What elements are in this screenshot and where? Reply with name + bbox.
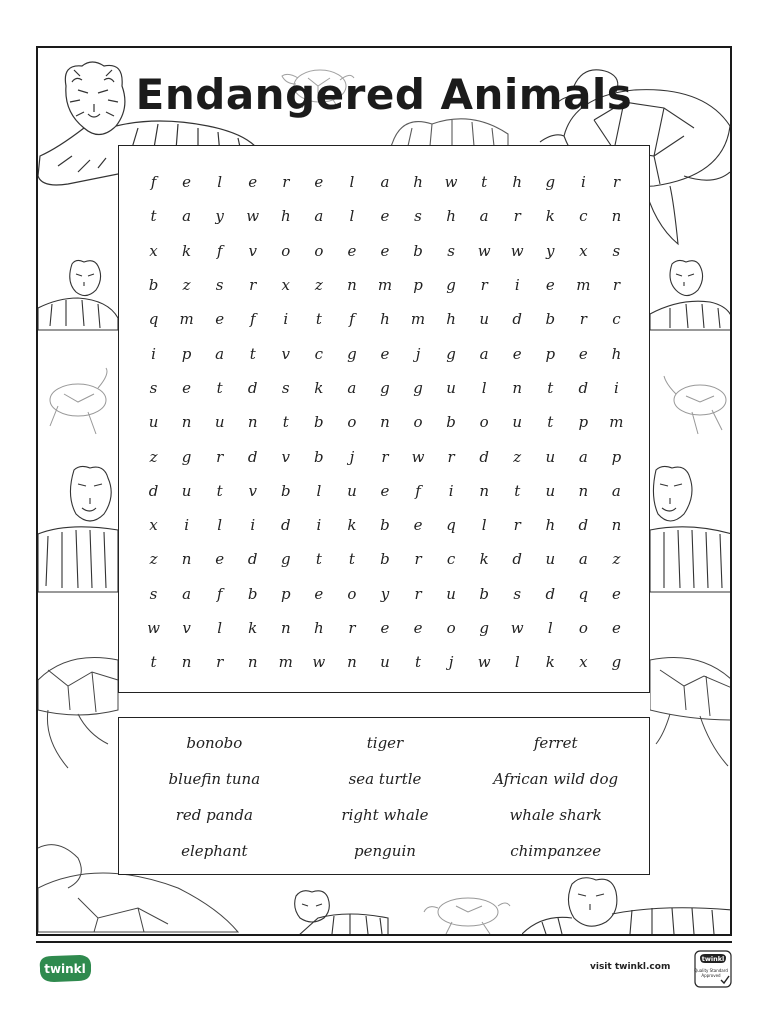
sea-turtle-illustration (38, 366, 118, 438)
grid-letter[interactable]: g (181, 447, 192, 466)
grid-letter[interactable]: w (411, 447, 425, 466)
grid-letter[interactable]: e (347, 241, 357, 260)
grid-letter[interactable]: l (481, 378, 487, 397)
grid-letter[interactable]: a (611, 481, 621, 500)
grid-letter[interactable]: t (282, 413, 289, 432)
word-item: whale shark (509, 806, 602, 824)
tiger-illustration (38, 258, 120, 334)
grid-letter[interactable]: g (479, 619, 489, 637)
grid-letter[interactable]: n (181, 550, 192, 569)
grid-letter[interactable]: v (248, 241, 257, 260)
grid-letter[interactable]: t (415, 653, 422, 672)
grid-letter[interactable]: r (414, 550, 422, 569)
grid-row (137, 577, 633, 611)
grid-letter[interactable]: w (147, 619, 160, 637)
grid-letter[interactable]: r (414, 584, 422, 603)
grid-row (137, 474, 633, 508)
grid-letter[interactable]: r (216, 653, 224, 672)
grid-letter[interactable]: e (413, 619, 423, 637)
footer-divider (36, 941, 732, 943)
grid-letter[interactable]: w (477, 653, 491, 672)
grid-letter[interactable]: n (280, 619, 291, 637)
grid-letter[interactable]: d (512, 550, 523, 569)
grid-letter[interactable]: m (609, 413, 624, 432)
grid-letter[interactable]: h (280, 207, 291, 226)
grid-letter[interactable]: n (247, 413, 258, 432)
grid-letter[interactable]: e (182, 173, 192, 192)
grid-row (137, 165, 633, 199)
grid-letter[interactable]: u (214, 413, 225, 432)
page-title: Endangered Animals (135, 70, 633, 119)
grid-letter[interactable]: r (381, 447, 389, 466)
grid-letter[interactable]: i (283, 310, 289, 329)
grid-letter[interactable]: e (380, 481, 390, 500)
grid-letter[interactable]: p (545, 344, 556, 363)
grid-letter[interactable]: d (247, 378, 258, 397)
grid-letter[interactable]: m (410, 310, 426, 329)
grid-letter[interactable]: z (149, 447, 158, 466)
grid-letter[interactable]: k (182, 241, 192, 260)
grid-letter[interactable]: v (281, 447, 291, 466)
grid-letter[interactable]: l (514, 653, 520, 672)
badge-line1: Quality Standard (694, 968, 728, 973)
grid-letter[interactable]: r (612, 173, 620, 192)
tiger-illustration (650, 464, 732, 594)
grid-letter[interactable]: e (413, 516, 423, 535)
grid-letter[interactable]: f (349, 310, 355, 329)
grid-letter[interactable]: u (512, 413, 523, 432)
grid-letter[interactable]: a (314, 207, 324, 226)
grid-letter[interactable]: d (578, 516, 589, 535)
grid-letter[interactable]: g (446, 344, 456, 363)
grid-letter[interactable]: a (578, 550, 588, 569)
grid-letter[interactable]: a (578, 447, 588, 466)
grid-letter[interactable]: u (347, 481, 357, 500)
quality-standard-badge (694, 950, 732, 988)
grid-row (137, 199, 633, 233)
grid-letter[interactable]: d (247, 550, 258, 569)
grid-row (137, 268, 633, 302)
grid-letter[interactable]: w (444, 173, 458, 192)
grid-letter[interactable]: t (547, 413, 554, 432)
grid-letter[interactable]: d (280, 516, 291, 535)
grid-row (137, 645, 633, 679)
grid-letter[interactable]: o (314, 241, 324, 260)
word-search-grid-panel (118, 145, 650, 693)
word-item: sea turtle (348, 770, 422, 788)
grid-letter[interactable]: n (611, 207, 622, 226)
grid-letter[interactable]: l (349, 173, 355, 192)
grid-letter[interactable]: e (380, 619, 390, 637)
grid-row (137, 234, 633, 268)
grid-letter[interactable]: r (480, 276, 488, 295)
tiger-illustration (288, 888, 398, 936)
grid-letter[interactable]: d (545, 584, 556, 603)
grid-letter[interactable]: e (314, 173, 324, 192)
grid-letter[interactable]: z (182, 276, 191, 295)
grid-letter[interactable]: j (349, 447, 355, 466)
grid-letter[interactable]: u (380, 653, 390, 672)
grid-letter[interactable]: s (281, 378, 290, 397)
grid-letter[interactable]: z (149, 550, 158, 569)
grid-letter[interactable]: l (481, 516, 487, 535)
grid-letter[interactable]: u (545, 481, 556, 500)
grid-letter[interactable]: b (380, 516, 390, 535)
grid-letter[interactable]: n (380, 413, 390, 432)
grid-letter[interactable]: x (149, 516, 158, 535)
grid-letter[interactable]: e (578, 344, 588, 363)
grid-letter[interactable]: t (150, 653, 157, 672)
grid-letter[interactable]: x (281, 276, 291, 295)
grid-letter[interactable]: b (314, 413, 324, 432)
grid-letter[interactable]: i (316, 516, 322, 535)
grid-letter[interactable]: t (216, 378, 223, 397)
grid-letter[interactable]: t (150, 207, 157, 226)
word-item: ferret (533, 734, 578, 752)
grid-letter[interactable]: z (314, 276, 323, 295)
grid-letter[interactable]: t (547, 378, 554, 397)
grid-letter[interactable]: u (446, 378, 456, 397)
grid-row (137, 542, 633, 576)
grid-letter[interactable]: g (347, 344, 357, 363)
grid-letter[interactable]: g (280, 550, 291, 569)
grid-letter[interactable]: d (512, 310, 523, 329)
grid-letter[interactable]: e (611, 619, 621, 637)
grid-letter[interactable]: j (448, 653, 454, 672)
grid-letter[interactable]: y (215, 207, 224, 226)
grid-letter[interactable]: q (446, 516, 456, 535)
grid-letter[interactable]: k (248, 619, 258, 637)
grid-letter[interactable]: u (148, 413, 159, 432)
grid-letter[interactable]: n (611, 516, 622, 535)
grid-letter[interactable]: q (578, 584, 589, 603)
grid-letter[interactable]: t (315, 550, 322, 569)
grid-letter[interactable]: j (415, 344, 421, 363)
grid-letter[interactable]: e (380, 241, 390, 260)
grid-letter[interactable]: x (149, 241, 158, 260)
grid-letter[interactable]: z (513, 447, 522, 466)
grid-letter[interactable]: k (545, 207, 555, 226)
grid-letter[interactable]: h (413, 173, 423, 192)
grid-letter[interactable]: t (514, 481, 521, 500)
grid-letter[interactable]: o (347, 584, 357, 603)
grid-letter[interactable]: c (612, 310, 621, 329)
grid-letter[interactable]: r (216, 447, 224, 466)
grid-letter[interactable]: g (413, 378, 423, 397)
grid-letter[interactable]: w (510, 241, 524, 260)
grid-letter[interactable]: b (148, 276, 159, 295)
grid-letter[interactable]: b (380, 550, 390, 569)
word-list (129, 732, 641, 862)
grid-letter[interactable]: e (545, 276, 555, 295)
grid-letter[interactable]: l (217, 173, 223, 192)
sea-turtle-illustration (422, 886, 512, 936)
grid-letter[interactable]: u (181, 481, 192, 500)
logo-text: twinkl (44, 962, 86, 976)
grid-letter[interactable]: l (316, 481, 322, 500)
footer-url-link[interactable]: visit twinkl.com (590, 962, 671, 972)
grid-letter[interactable]: s (612, 241, 621, 260)
grid-letter[interactable]: r (579, 310, 587, 329)
grid-letter[interactable]: m (377, 276, 393, 295)
grid-letter[interactable]: o (446, 619, 456, 637)
grid-letter[interactable]: t (348, 550, 355, 569)
grid-letter[interactable]: a (479, 344, 489, 363)
grid-letter[interactable]: r (249, 276, 257, 295)
grid-letter[interactable]: b (247, 584, 258, 603)
grid-letter[interactable]: i (184, 516, 189, 535)
grid-letter[interactable]: s (149, 378, 158, 397)
grid-letter[interactable]: z (612, 550, 621, 569)
grid-letter[interactable]: h (314, 619, 324, 637)
grid-letter[interactable]: e (314, 584, 324, 603)
grid-letter[interactable]: d (247, 447, 258, 466)
word-item: chimpanzee (510, 842, 602, 860)
grid-letter[interactable]: h (446, 207, 456, 226)
grid-letter[interactable]: c (314, 344, 324, 363)
grid-letter[interactable]: g (380, 378, 390, 397)
grid-letter[interactable]: f (216, 584, 223, 603)
grid-letter[interactable]: m (179, 310, 194, 329)
grid-letter[interactable]: t (481, 173, 488, 192)
grid-letter[interactable]: h (380, 310, 390, 329)
grid-letter[interactable]: w (477, 241, 491, 260)
grid-letter[interactable]: d (578, 378, 589, 397)
grid-letter[interactable]: b (314, 447, 324, 466)
grid-row (137, 611, 633, 645)
grid-letter[interactable]: g (611, 653, 622, 672)
grid-letter[interactable]: h (545, 516, 556, 535)
grid-letter[interactable]: k (545, 653, 555, 672)
grid-letter[interactable]: k (479, 550, 489, 569)
word-item: penguin (354, 842, 416, 860)
grid-letter[interactable]: n (247, 653, 258, 672)
grid-letter[interactable]: v (248, 481, 257, 500)
grid-letter[interactable]: d (148, 481, 159, 500)
grid-letter[interactable]: q (148, 310, 159, 329)
word-item: right whale (341, 806, 429, 824)
grid-row (137, 336, 633, 370)
grid-letter[interactable]: f (415, 481, 421, 500)
grid-row (137, 405, 633, 439)
grid-letter[interactable]: h (512, 173, 523, 192)
grid-letter[interactable]: l (349, 207, 355, 226)
grid-letter[interactable]: i (250, 516, 256, 535)
grid-letter[interactable]: i (151, 344, 156, 363)
grid-letter[interactable]: m (278, 653, 293, 672)
grid-letter[interactable]: t (216, 481, 223, 500)
grid-row (137, 508, 633, 542)
grid-letter[interactable]: v (182, 619, 191, 637)
grid-letter[interactable]: i (580, 173, 586, 192)
grid-letter[interactable]: b (545, 310, 556, 329)
grid-letter[interactable]: p (413, 276, 423, 295)
grid-letter[interactable]: p (280, 584, 291, 603)
grid-letter[interactable]: h (446, 310, 456, 329)
grid-letter[interactable]: o (578, 619, 588, 637)
grid-letter[interactable]: n (512, 378, 523, 397)
grid-row (137, 302, 633, 336)
word-item: bonobo (186, 734, 243, 752)
grid-letter[interactable]: x (579, 241, 588, 260)
grid-letter[interactable]: n (181, 653, 192, 672)
grid-letter[interactable]: w (312, 653, 326, 672)
grid-letter[interactable]: r (513, 207, 521, 226)
sea-turtle-illustration (38, 640, 120, 770)
grid-letter[interactable]: b (413, 241, 423, 260)
grid-letter[interactable]: s (215, 276, 224, 295)
tiger-illustration (522, 874, 732, 936)
grid-letter[interactable]: t (315, 310, 322, 329)
letter-grid (137, 165, 633, 679)
grid-letter[interactable]: p (181, 344, 192, 363)
grid-letter[interactable]: o (347, 413, 357, 432)
grid-letter[interactable]: w (510, 619, 524, 637)
grid-letter[interactable]: r (513, 516, 521, 535)
grid-letter[interactable]: p (611, 447, 622, 466)
grid-letter[interactable]: u (479, 310, 489, 329)
grid-letter[interactable]: a (182, 207, 192, 226)
grid-letter[interactable]: a (479, 207, 489, 226)
word-item: red panda (175, 806, 253, 824)
grid-letter[interactable]: y (380, 584, 390, 603)
grid-letter[interactable]: u (446, 584, 456, 603)
grid-letter[interactable]: i (514, 276, 520, 295)
grid-row (137, 371, 633, 405)
grid-letter[interactable]: w (246, 207, 260, 226)
grid-letter[interactable]: x (579, 653, 588, 672)
grid-letter[interactable]: f (249, 310, 256, 329)
grid-letter[interactable]: a (215, 344, 225, 363)
grid-letter[interactable]: a (380, 173, 390, 192)
sea-turtle-illustration (662, 366, 732, 438)
grid-row (137, 439, 633, 473)
grid-letter[interactable]: e (611, 584, 621, 603)
grid-letter[interactable]: k (314, 378, 324, 397)
grid-letter[interactable]: h (611, 344, 622, 363)
grid-letter[interactable]: i (448, 481, 454, 500)
grid-letter[interactable]: e (248, 173, 258, 192)
grid-letter[interactable]: s (513, 584, 522, 603)
grid-letter[interactable]: s (447, 241, 455, 260)
tiger-illustration (38, 464, 120, 594)
grid-letter[interactable]: l (547, 619, 553, 637)
grid-letter[interactable]: c (446, 550, 456, 569)
grid-letter[interactable]: s (414, 207, 422, 226)
grid-letter[interactable]: o (413, 413, 423, 432)
grid-letter[interactable]: i (614, 378, 619, 397)
word-item: African wild dog (493, 770, 619, 788)
grid-letter[interactable]: u (545, 447, 556, 466)
word-list-panel (118, 717, 650, 875)
badge-brand: twinkl (701, 955, 725, 963)
grid-letter[interactable]: o (479, 413, 489, 432)
grid-letter[interactable]: b (446, 413, 456, 432)
grid-letter[interactable]: o (281, 241, 291, 260)
sea-turtle-illustration (650, 640, 732, 770)
badge-line2: Approved (701, 973, 721, 978)
grid-letter[interactable]: e (512, 344, 522, 363)
grid-letter[interactable]: s (149, 584, 158, 603)
grid-letter[interactable]: b (479, 584, 489, 603)
grid-letter[interactable]: k (347, 516, 357, 535)
grid-letter[interactable]: e (215, 550, 225, 569)
grid-letter[interactable]: b (280, 481, 291, 500)
grid-letter[interactable]: y (546, 241, 555, 260)
grid-letter[interactable]: e (215, 310, 225, 329)
grid-letter[interactable]: n (347, 653, 357, 672)
grid-letter[interactable]: t (249, 344, 256, 363)
twinkl-logo[interactable] (36, 952, 94, 986)
grid-letter[interactable]: l (217, 516, 223, 535)
grid-letter[interactable]: n (347, 276, 357, 295)
grid-letter[interactable]: u (545, 550, 556, 569)
grid-letter[interactable]: a (182, 584, 192, 603)
grid-letter[interactable]: m (576, 276, 591, 295)
word-item: tiger (366, 734, 404, 752)
grid-letter[interactable]: n (181, 413, 192, 432)
grid-letter[interactable]: n (578, 481, 589, 500)
grid-letter[interactable]: f (150, 173, 157, 192)
tiger-illustration (650, 258, 732, 334)
grid-letter[interactable]: a (347, 378, 357, 397)
grid-letter[interactable]: r (612, 276, 620, 295)
grid-letter[interactable]: e (380, 344, 390, 363)
grid-letter[interactable]: g (545, 173, 556, 192)
grid-letter[interactable]: r (447, 447, 455, 466)
grid-letter[interactable]: f (216, 241, 223, 260)
grid-letter[interactable]: c (579, 207, 588, 226)
word-item: elephant (181, 842, 248, 860)
grid-letter[interactable]: e (182, 378, 192, 397)
grid-letter[interactable]: v (281, 344, 291, 363)
grid-letter[interactable]: n (479, 481, 489, 500)
grid-letter[interactable]: p (578, 413, 589, 432)
grid-letter[interactable]: l (217, 619, 223, 637)
grid-letter[interactable]: r (282, 173, 290, 192)
grid-letter[interactable]: d (479, 447, 489, 466)
grid-letter[interactable]: g (446, 276, 456, 295)
word-item: bluefin tuna (168, 770, 261, 788)
grid-letter[interactable]: r (348, 619, 356, 637)
grid-letter[interactable]: e (380, 207, 390, 226)
